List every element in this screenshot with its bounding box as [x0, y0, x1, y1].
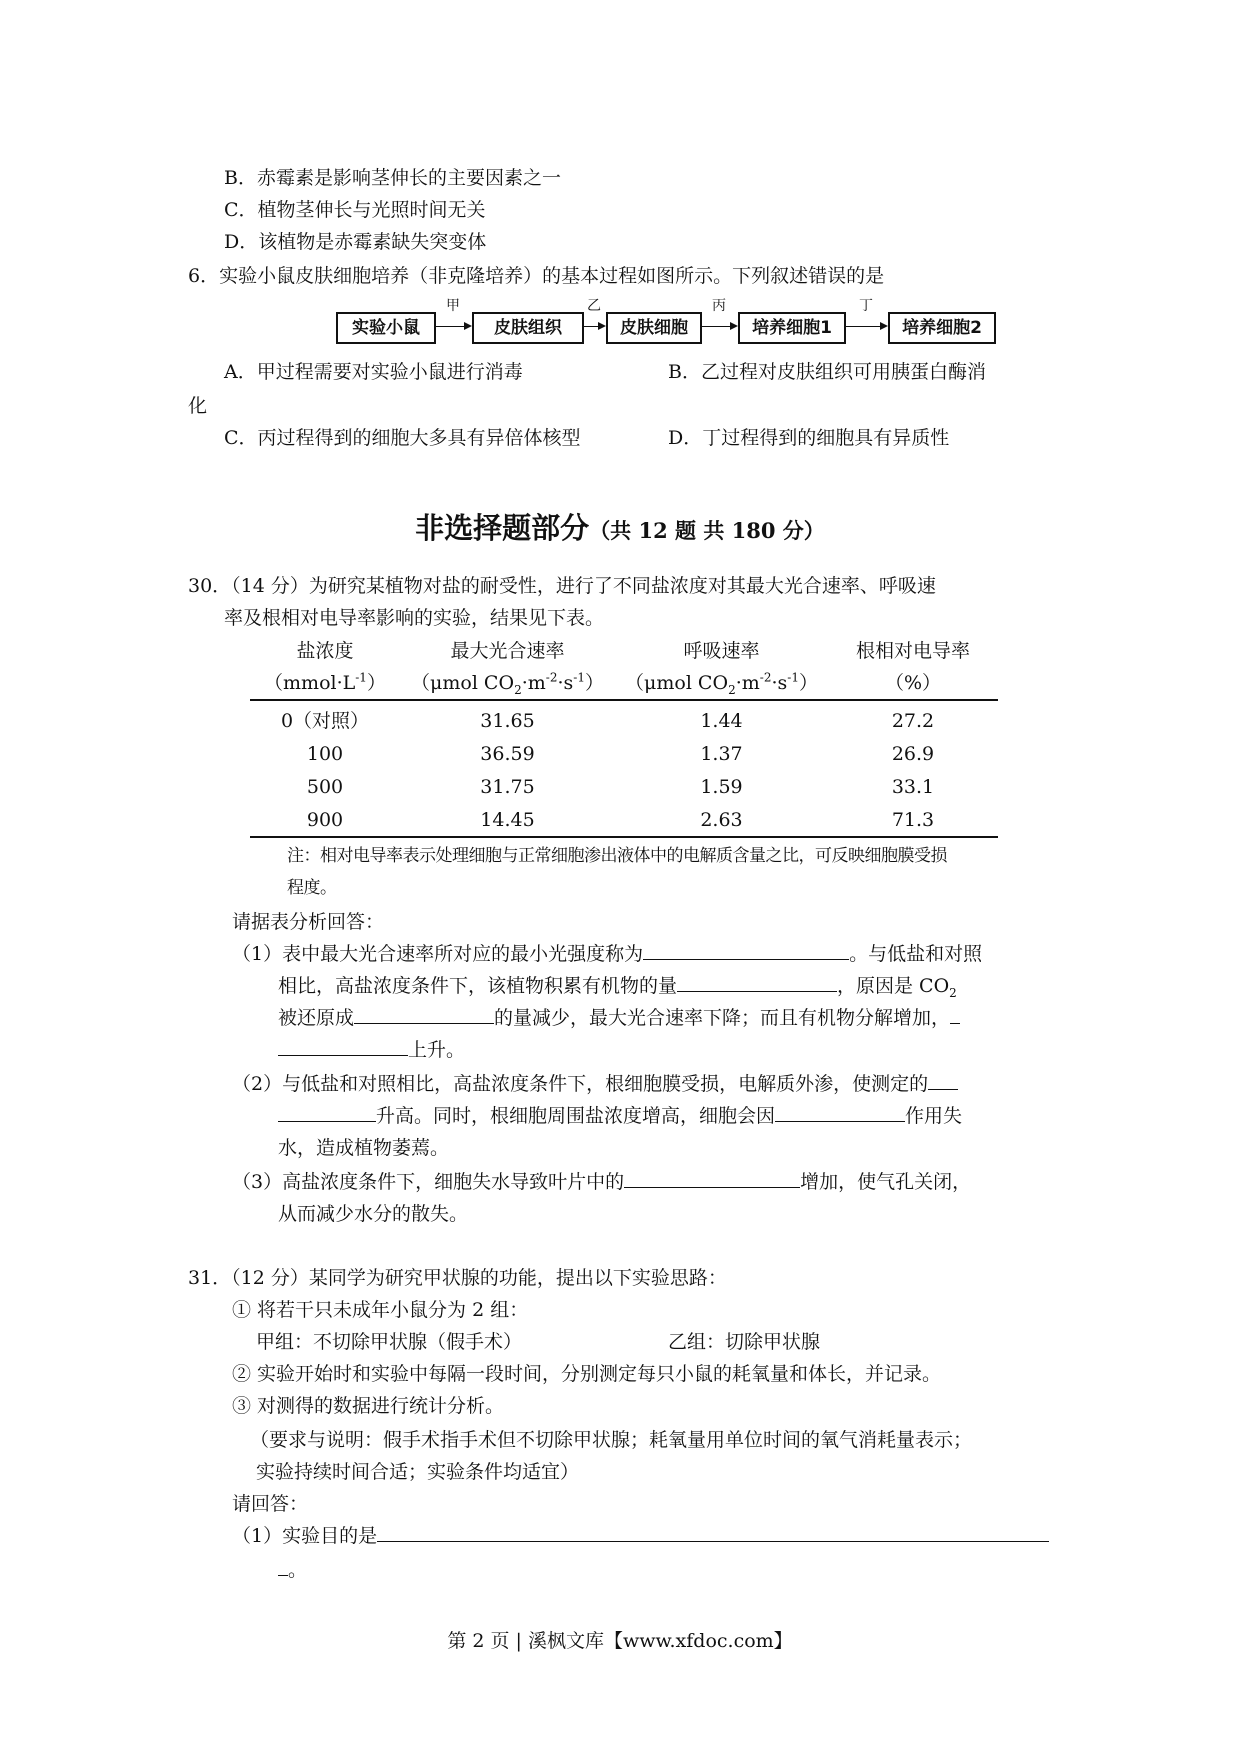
table-cell: 1.59: [700, 776, 743, 798]
q31-group-a: 甲组：不切除甲状腺（假手术）: [256, 1331, 523, 1353]
q31-requirements-line1: （要求与说明：假手术指手术但不切除甲状腺；耗氧量用单位时间的氧气消耗量表示；: [250, 1429, 973, 1451]
q30-part3-line2: 从而减少水分的散失。: [278, 1203, 469, 1225]
table-cell: 33.1: [891, 776, 935, 798]
table-cell: 36.59: [480, 743, 535, 765]
section-title: [0, 506, 1240, 547]
table-cell: 14.45: [480, 809, 535, 831]
q6-option-a: A．甲过程需要对实验小鼠进行消毒: [224, 361, 523, 383]
q31-part1-line1: （1）实验目的是: [232, 1522, 1049, 1550]
q31-prompt: 请回答：: [232, 1493, 309, 1515]
table-cell: 1.44: [700, 710, 743, 732]
answer-blank[interactable]: [624, 1169, 800, 1188]
unit-max-photosynthesis: （μmol $CO_2\cdot m^{-2}\cdot s^{-1}$）: [400, 667, 615, 700]
q30-part3-line1: （3）高盐浓度条件下，细胞失水导致叶片中的 增加，使气孔关闭，: [232, 1171, 972, 1193]
section-title-main: 非选择题部分: [415, 511, 590, 545]
q5-option-b: B．赤霉素是影响茎伸长的主要因素之一: [224, 167, 561, 189]
q31-step2: ② 实验开始时和实验中每隔一段时间，分别测定每只小鼠的耗氧量和体长，并记录。: [232, 1363, 942, 1385]
answer-blank[interactable]: [775, 1103, 905, 1122]
table-header-row: [250, 635, 998, 667]
table-cell: 31.65: [480, 710, 535, 732]
q30-part1-line4: 上升。: [278, 1036, 465, 1064]
flow-box-mouse: 实验小鼠: [336, 312, 436, 344]
table-cell: 100: [306, 743, 344, 765]
q5-option-d: D．该植物是赤霉素缺失突变体: [224, 231, 487, 253]
flow-arrow-2-label: 乙: [587, 298, 601, 314]
header-conductivity: 根相对电导率: [855, 640, 970, 662]
answer-blank[interactable]: [643, 941, 849, 960]
table-cell: 500: [306, 776, 344, 798]
q31-stem: 31．（12 分）某同学为研究甲状腺的功能，提出以下实验思路：: [188, 1267, 727, 1289]
section-title-sub: （共 12 题 共 180 分）: [589, 518, 825, 543]
unit-conductivity: （%）: [828, 667, 998, 700]
table-cell: 900: [306, 809, 344, 831]
table-row: [250, 804, 998, 837]
q6-option-b-wrap: 化: [188, 395, 208, 417]
table-cell: 27.2: [891, 710, 935, 732]
q30-part1-line3: 被还原成 的量减少，最大光合速率下降；而且有机物分解增加，: [278, 1004, 960, 1032]
q31-step1: ① 将若干只未成年小鼠分为 2 组：: [232, 1299, 529, 1321]
unit-salt-conc: $(mmol\cdot L^{-1})$: [250, 667, 400, 700]
flow-box-cultured-cell-2: 培养细胞2: [888, 312, 996, 344]
flow-arrow-1: [436, 326, 470, 327]
flow-arrow-3-label: 丙: [712, 298, 726, 314]
q6-stem: 6．实验小鼠皮肤细胞培养（非克隆培养）的基本过程如图所示。下列叙述错误的是: [188, 265, 885, 287]
answer-blank[interactable]: [278, 1557, 288, 1576]
answer-blank[interactable]: [354, 1005, 494, 1024]
q30-stem-line1: 30．（14 分）为研究某植物对盐的耐受性，进行了不同盐浓度对其最大光合速率、呼吸速: [188, 575, 936, 597]
q31-part1-line2: 。: [278, 1556, 307, 1584]
table-row: [250, 700, 998, 738]
answer-blank[interactable]: [928, 1071, 958, 1090]
q6-option-b: B．乙过程对皮肤组织可用胰蛋白酶消: [668, 361, 986, 383]
unit-respiration: （μmol $CO_2\cdot m^{-2}\cdot s^{-1}$）: [615, 667, 828, 700]
table-row: [250, 738, 998, 771]
header-respiration: 呼吸速率: [683, 640, 760, 662]
q5-option-c: C．植物茎伸长与光照时间无关: [224, 199, 486, 221]
flow-arrow-2: [584, 326, 604, 327]
flow-box-skin-tissue: 皮肤组织: [472, 312, 584, 344]
flow-box-cultured-cell-1: 培养细胞1: [738, 312, 846, 344]
answer-blank[interactable]: [278, 1037, 408, 1056]
answer-blank[interactable]: [278, 1103, 376, 1122]
q30-part1-line1: （1）表中最大光合速率所对应的最小光强度称为 。与低盐和对照: [232, 943, 983, 965]
flow-arrow-3: [702, 326, 736, 327]
answer-blank[interactable]: [677, 973, 837, 992]
q31-step3: ③ 对测得的数据进行统计分析。: [232, 1395, 505, 1417]
flow-arrow-1-label: 甲: [446, 298, 460, 314]
q30-data-table: [250, 635, 998, 837]
q30-prompt: 请据表分析回答：: [232, 911, 385, 933]
header-salt-conc: 盐浓度: [296, 640, 354, 662]
q30-part1-line2: 相比，高盐浓度条件下，该植物积累有机物的量 ，原因是 $CO_2$: [278, 975, 957, 1000]
q31-requirements-line2: 实验持续时间合适；实验条件均适宜）: [256, 1461, 580, 1483]
flow-arrow-4-label: 丁: [859, 298, 873, 314]
table-bottom-rule: [250, 836, 998, 838]
table-cell: 1.37: [700, 743, 743, 765]
table-cell: 26.9: [891, 743, 935, 765]
flow-box-skin-cell: 皮肤细胞: [606, 312, 702, 344]
table-row: [250, 771, 998, 804]
table-note-line1: 注：相对电导率表示处理细胞与正常细胞渗出液体中的电解质含量之比，可反映细胞膜受损: [287, 846, 947, 866]
header-max-photosynthesis: 最大光合速率: [450, 640, 565, 662]
table-note-line2: 程度。: [287, 878, 337, 898]
table-cell: 31.75: [480, 776, 535, 798]
table-cell: 0（对照）: [280, 710, 370, 732]
q30-part2-line1: （2）与低盐和对照相比，高盐浓度条件下，根细胞膜受损，电解质外渗，使测定的: [232, 1070, 958, 1098]
q30-part2-line2: 升高。同时，根细胞周围盐浓度增高，细胞会因 作用失: [278, 1102, 962, 1130]
q6-option-d: D．丁过程得到的细胞具有异质性: [668, 427, 950, 449]
flow-arrow-4: [846, 326, 886, 327]
table-unit-row: [250, 667, 998, 700]
q6-option-c: C．丙过程得到的细胞大多具有异倍体核型: [224, 427, 581, 449]
q30-stem-line2: 率及根相对电导率影响的实验，结果见下表。: [224, 607, 605, 629]
page-footer: 第 2 页 | 溪枫文库【www.xfdoc.com】: [447, 1630, 793, 1652]
answer-blank[interactable]: [950, 1005, 960, 1024]
q31-group-b: 乙组：切除甲状腺: [668, 1331, 821, 1353]
table-cell: 71.3: [891, 809, 935, 831]
table-cell: 2.63: [700, 809, 743, 831]
q30-part2-line3: 水，造成植物萎蔫。: [278, 1137, 450, 1159]
answer-blank[interactable]: [377, 1523, 1049, 1542]
